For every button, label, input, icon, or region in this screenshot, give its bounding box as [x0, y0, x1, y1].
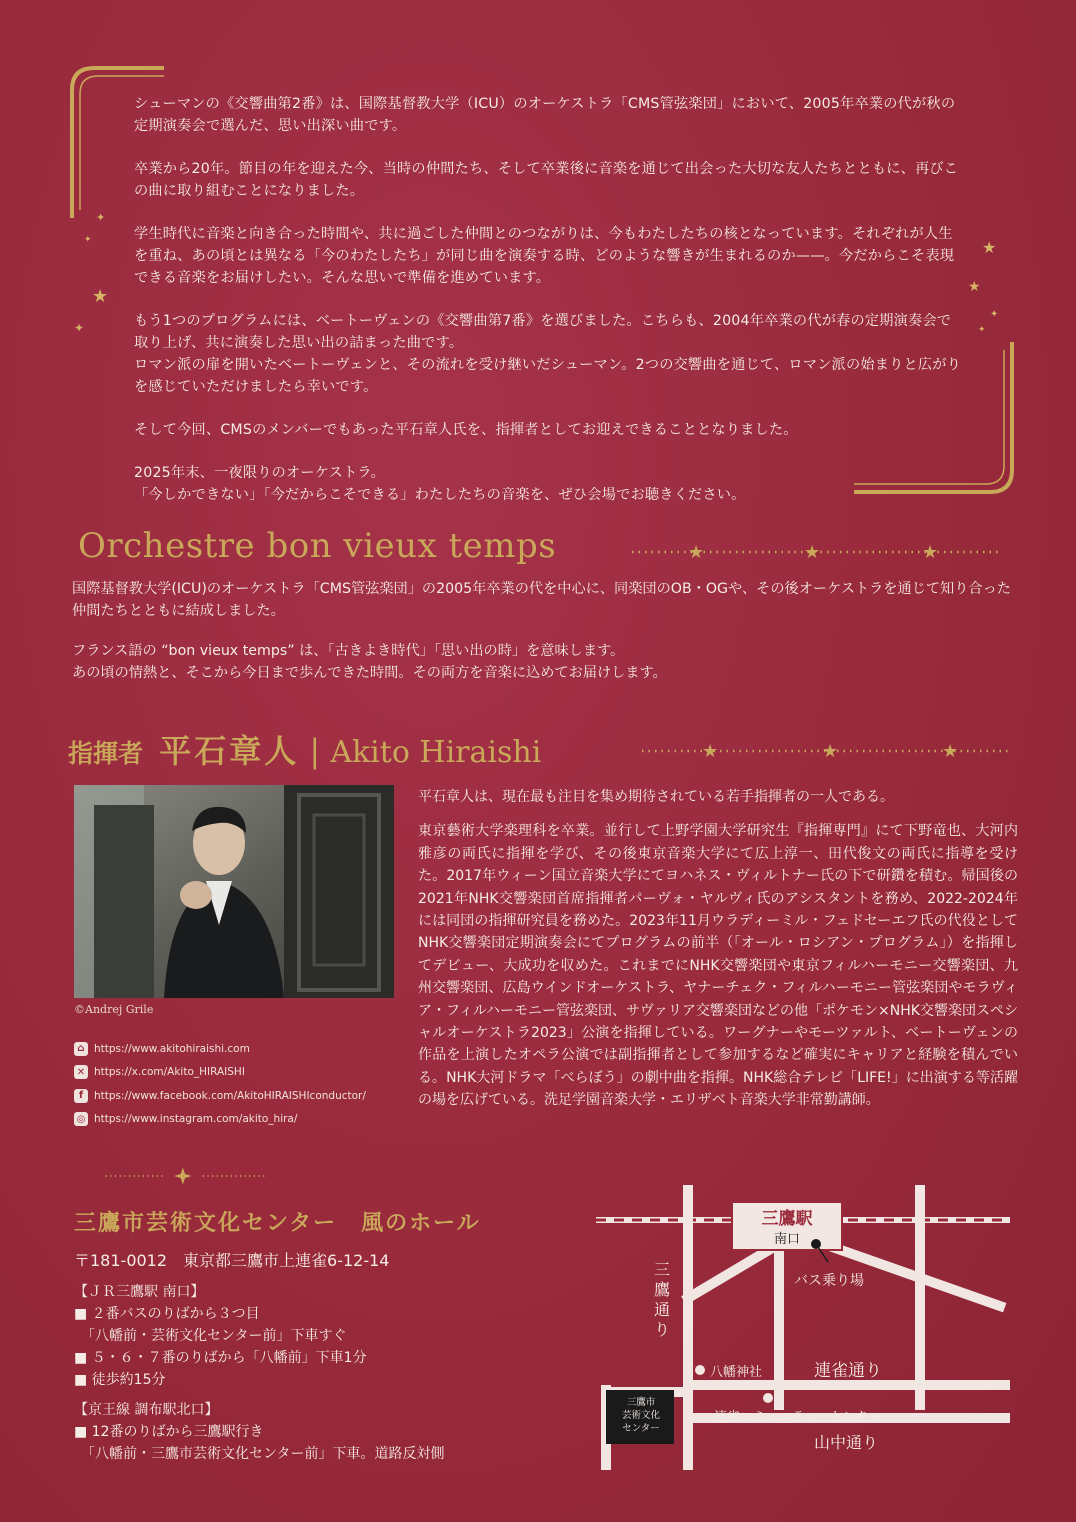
access-line: ■ ２番バスのりばから３つ目 — [74, 1306, 260, 1322]
facebook-link[interactable] — [74, 1084, 366, 1108]
x-icon: ✕ — [74, 1065, 88, 1079]
intro-text — [134, 93, 964, 527]
svg-text:★: ★ — [942, 741, 959, 760]
station-exit-label: 南口 — [773, 1232, 800, 1247]
access-line: ■ ５・６・７番のりばから「八幡前」下車1分 — [74, 1350, 367, 1366]
star-icon: ★ — [92, 286, 109, 307]
access-line: 【ＪＲ三鷹駅 南口】 — [74, 1284, 205, 1300]
x-link[interactable] — [74, 1061, 366, 1085]
facebook-icon: f — [74, 1089, 88, 1103]
conductor-heading — [68, 726, 541, 772]
star-icon: ★ — [968, 279, 981, 295]
intro-paragraph: そして今回、CMSのメンバーでもあった平石章人氏を、指揮者としてお迎えできることとなりました。 — [134, 422, 798, 438]
station-label: 三鷹駅 — [761, 1209, 813, 1229]
access-map — [596, 1180, 1010, 1470]
mitaka-street-label: 三鷹通り — [654, 1260, 671, 1339]
access-line: 「八幡前・三鷹市芸術文化センター前」下車。道路反対側 — [74, 1446, 445, 1462]
conductor-links — [74, 1037, 366, 1131]
shrine-label: 八幡神社 — [710, 1365, 763, 1380]
website-link[interactable] — [74, 1037, 366, 1061]
link-url[interactable]: https://www.facebook.com/AkitoHIRAISHIconductor/ — [94, 1089, 366, 1102]
star-icon: ✦ — [990, 309, 999, 320]
access-spacer — [74, 1391, 444, 1399]
bus-stop-label: バス乗り場 — [794, 1273, 864, 1289]
access-directions — [74, 1281, 444, 1465]
intro-paragraph: 学生時代に音楽と向き合った時間や、共に過ごした仲間とのつながりは、今もわたしたちの核となっています。それぞれが人生を重ね、あの頃とは異なる「今のわたしたち」が同じ曲を演奏する時、どのような響きが生まれるのか——。今だからこそ表現できる音楽をお届けしたい。そんな思いで準備を進めています。 — [134, 226, 955, 286]
access-line: ■ 12番のりばから三鷹駅行き — [74, 1424, 264, 1440]
renjaku-street-label: 連雀通り — [814, 1361, 882, 1381]
conductor-role: 指揮者 — [68, 739, 144, 768]
conductor-name-en: Akito Hiraishi — [330, 735, 542, 770]
conductor-bio — [418, 786, 1018, 1124]
svg-text:★: ★ — [702, 741, 719, 760]
link-url[interactable]: https://www.akitohiraishi.com — [94, 1042, 250, 1055]
access-line: 「八幡前・芸術文化センター前」下車すぐ — [74, 1328, 347, 1344]
photo-credit: ©Andrej Grile — [74, 1003, 154, 1016]
svg-text:★: ★ — [804, 542, 821, 561]
yamanaka-street-label: 山中通り — [814, 1433, 879, 1452]
home-icon: ⌂ — [74, 1042, 88, 1056]
venue-address: 〒181-0012 東京都三鷹市上連雀6-12-14 — [74, 1251, 390, 1270]
star-icon: ✦ — [96, 211, 106, 224]
venue-divider — [74, 1166, 296, 1186]
access-line: 【京王線 調布駅北口】 — [74, 1402, 219, 1418]
intro-paragraph: もう1つのプログラムには、ベートーヴェンの《交響曲第7番》を選びました。こちらも、2004年卒業の代が春の定期演奏会で取り上げ、共に演奏した思い出の詰まった曲です。 ロマン派の扉を開いたベートーヴェンと、その流れを受け継いだシューマン。2つの交響曲を通じて、ロマン派の始まりと広がりを感じていただけましたら幸いです。 — [134, 313, 962, 395]
star-icon: ✦ — [978, 325, 986, 335]
orchestra-description — [72, 578, 1012, 702]
instagram-link[interactable] — [74, 1108, 366, 1132]
conductor-name-jp: 平石章人 — [159, 732, 300, 770]
svg-text:★: ★ — [688, 542, 705, 561]
center-label: 三鷹市 芸術文化 センター — [621, 1397, 660, 1434]
dotted-star-divider — [642, 740, 1012, 760]
instagram-icon: ◎ — [74, 1112, 88, 1126]
venue-name: 三鷹市芸術文化センター 風のホール — [74, 1211, 481, 1236]
orchestra-paragraph: フランス語の “bon vieux temps” は、「古きよき時代」「思い出の時」を意味します。 あの頃の情熱と、そこから今日まで歩んできた時間。その両方を音楽に込めてお届けします。 — [72, 643, 667, 681]
intro-paragraph: 卒業から20年。節目の年を迎えた今、当時の仲間たち、そして卒業後に音楽を通じて出会った大切な友人たちとともに、再びこの曲に取り組むことになりました。 — [134, 161, 959, 199]
bio-paragraph: 平石章人は、現在最も注目を集め期待されている若手指揮者の一人である。 — [418, 789, 894, 805]
community-center-label: 連雀コミュニティ・センター — [714, 1410, 882, 1425]
star-icon: ✦ — [84, 235, 92, 245]
intro-paragraph: 2025年末、一夜限りのオーケストラ。 「今しかできない」「今だからこそできる」わたしたちの音楽を、ぜひ会場でお聴きください。 — [134, 465, 746, 503]
dotted-star-divider — [632, 541, 1002, 561]
link-url[interactable]: https://www.instagram.com/akito_hira/ — [94, 1113, 298, 1126]
svg-text:★: ★ — [822, 741, 839, 760]
intro-paragraph: シューマンの《交響曲第2番》は、国際基督教大学（ICU）のオーケストラ「CMS管弦楽団」において、2005年卒業の代が秋の定期演奏会で選んだ、思い出深い曲です。 — [134, 96, 956, 134]
bio-paragraph: 東京藝術大学楽理科を卒業。並行して上野学園大学研究生『指揮専門』にて下野竜也、大河内雅彦の両氏に指揮を学び、その後東京音楽大学にて広上淳一、田代俊文の両氏に指導を受けた。2017年ウィーン国立音楽大学にてヨハネス・ヴィルトナー氏の下で研鑽を積む。帰国後の2021年NHK交響楽団首席指揮者パーヴォ・ヤルヴィ氏のアシスタントを務め、2022-2024年には同団の指揮研究員を務めた。2023年11月ウラディーミル・フェドセーエフ氏の代役としてNHK交響楽団定期演奏会にてプログラムの前半（「オール・ロシアン・プログラム」）を指揮してデビュー、大成功を収めた。これまでにNHK交響楽団や東京フィルハーモニー交響楽団、九州交響楽団、広島ウインドオーケストラ、ヤナーチェク・フィルハーモニー管弦楽団やモラヴィア・フィルハーモニー管弦楽団、サヴァリア交響楽団などの他「ポケモン×NHK交響楽団スペシャルオーケストラ2023」公演を指揮している。ワーグナーやモーツァルト、ベートーヴェンの作品を上演したオペラ公演では副指揮者として参加するなど確実にキャリアと経験を積んでいる。NHK大河ドラマ「べらぼう」の劇中曲を指揮。NHK総合テレビ「LIFE!」に出演する等活躍の場を広げている。洗足学園音楽大学・エリザベト音楽大学非常勤講師。 — [418, 823, 1018, 1109]
star-icon: ✦ — [74, 321, 85, 335]
link-url[interactable]: https://x.com/Akito_HIRAISHI — [94, 1066, 245, 1079]
svg-text:★: ★ — [922, 542, 939, 561]
access-line: ■ 徒歩約15分 — [74, 1372, 166, 1388]
conductor-photo — [74, 785, 394, 998]
orchestra-paragraph: 国際基督教大学(ICU)のオーケストラ「CMS管弦楽団」の2005年卒業の代を中心に、同楽団のOB・OGや、その後オーケストラを通じて知り合った仲間たちとともに結成しました。 — [72, 581, 1011, 619]
star-icon: ★ — [982, 238, 997, 257]
orchestra-title: Orchestre bon vieux temps — [78, 526, 557, 566]
heading-separator: | — [309, 732, 321, 770]
